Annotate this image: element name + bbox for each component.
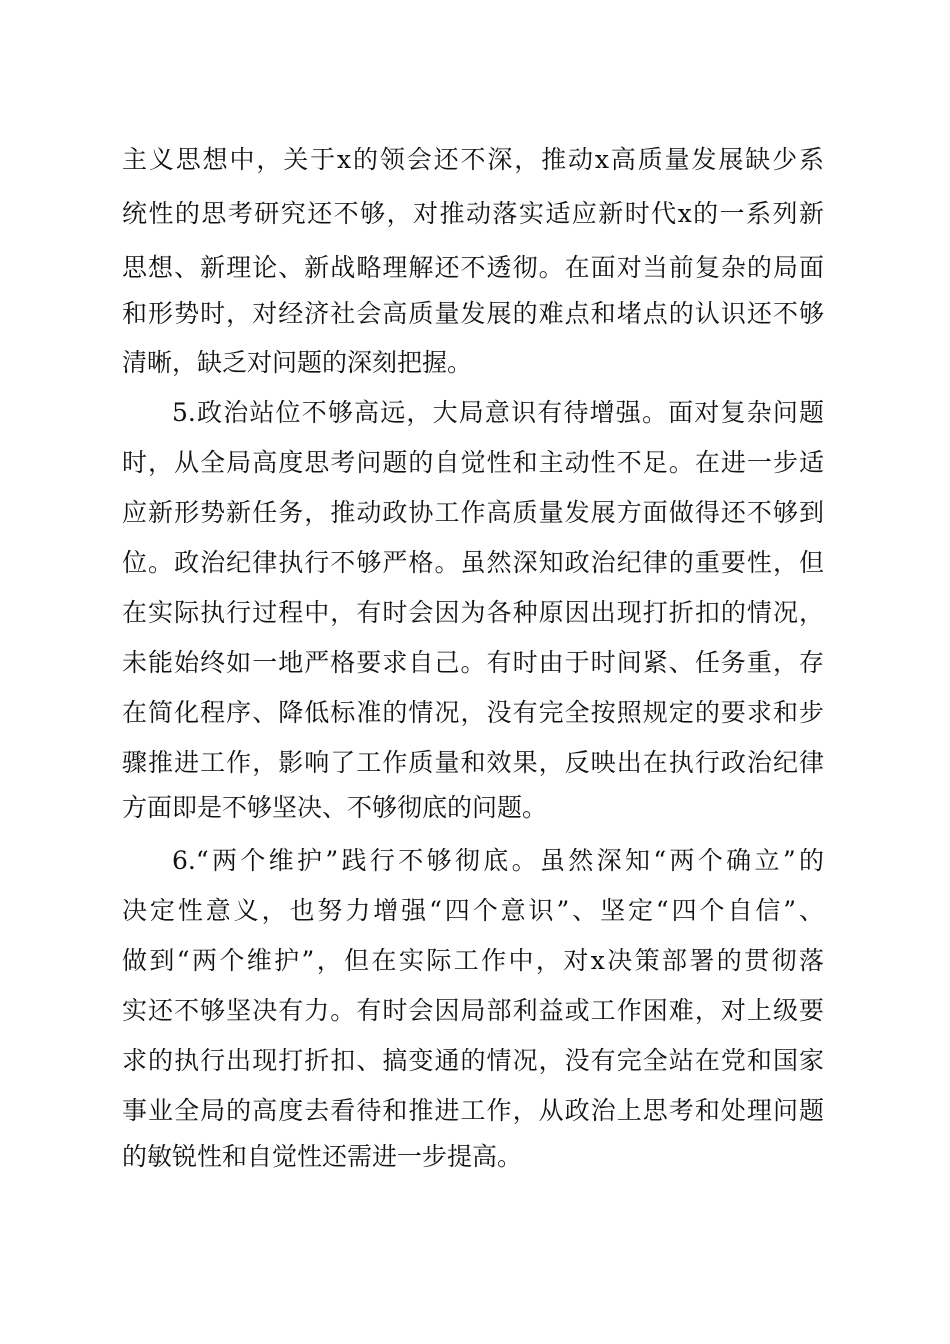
text-line: 骤推进工作，影响了工作质量和效果，反映出在执行政治纪律 bbox=[122, 748, 824, 777]
text-line: 应新形势新任务，推动政协工作高质量发展方面做得还不够到 bbox=[122, 498, 824, 527]
text-line: 做到“两个维护”，但在实际工作中，对x决策部署的贯彻落 bbox=[122, 946, 824, 975]
text-line: 在实际执行过程中，有时会因为各种原因出现打折扣的情况， bbox=[122, 598, 824, 627]
text-line: 决定性意义，也努力增强“四个意识”、坚定“四个自信”、 bbox=[122, 896, 824, 925]
text-line: 求的执行出现打折扣、搞变通的情况，没有完全站在党和国家 bbox=[122, 1046, 824, 1075]
text-line: 清晰，缺乏对问题的深刻把握。 bbox=[122, 348, 473, 377]
text-line: 时，从全局高度思考问题的自觉性和主动性不足。在进一步适 bbox=[122, 448, 824, 477]
text-line: 思想、新理论、新战略理解还不透彻。在面对当前复杂的局面 bbox=[122, 253, 824, 282]
text-line: 位。政治纪律执行不够严格。虽然深知政治纪律的重要性，但 bbox=[122, 548, 824, 577]
paragraph-6-first-line: 6.“两个维护”践行不够彻底。虽然深知“两个确立”的 bbox=[172, 846, 824, 875]
text-line: 方面即是不够坚决、不够彻底的问题。 bbox=[122, 793, 548, 822]
text-line: 统性的思考研究还不够，对推动落实适应新时代x的一系列新 bbox=[122, 199, 824, 228]
text-line: 在简化程序、降低标准的情况，没有完全按照规定的要求和步 bbox=[122, 698, 824, 727]
text-line: 事业全局的高度去看待和推进工作，从政治上思考和处理问题 bbox=[122, 1096, 824, 1125]
text-line: 主义思想中，关于x的领会还不深，推动x高质量发展缺少系 bbox=[122, 145, 824, 174]
text-line: 实还不够坚决有力。有时会因局部利益或工作困难，对上级要 bbox=[122, 996, 824, 1025]
text-line: 的敏锐性和自觉性还需进一步提高。 bbox=[122, 1142, 523, 1171]
paragraph-5-first-line: 5.政治站位不够高远，大局意识有待增强。面对复杂问题 bbox=[172, 398, 824, 427]
text-line: 未能始终如一地严格要求自己。有时由于时间紧、任务重，存 bbox=[122, 648, 824, 677]
text-line: 和形势时，对经济社会高质量发展的难点和堵点的认识还不够 bbox=[122, 299, 824, 328]
